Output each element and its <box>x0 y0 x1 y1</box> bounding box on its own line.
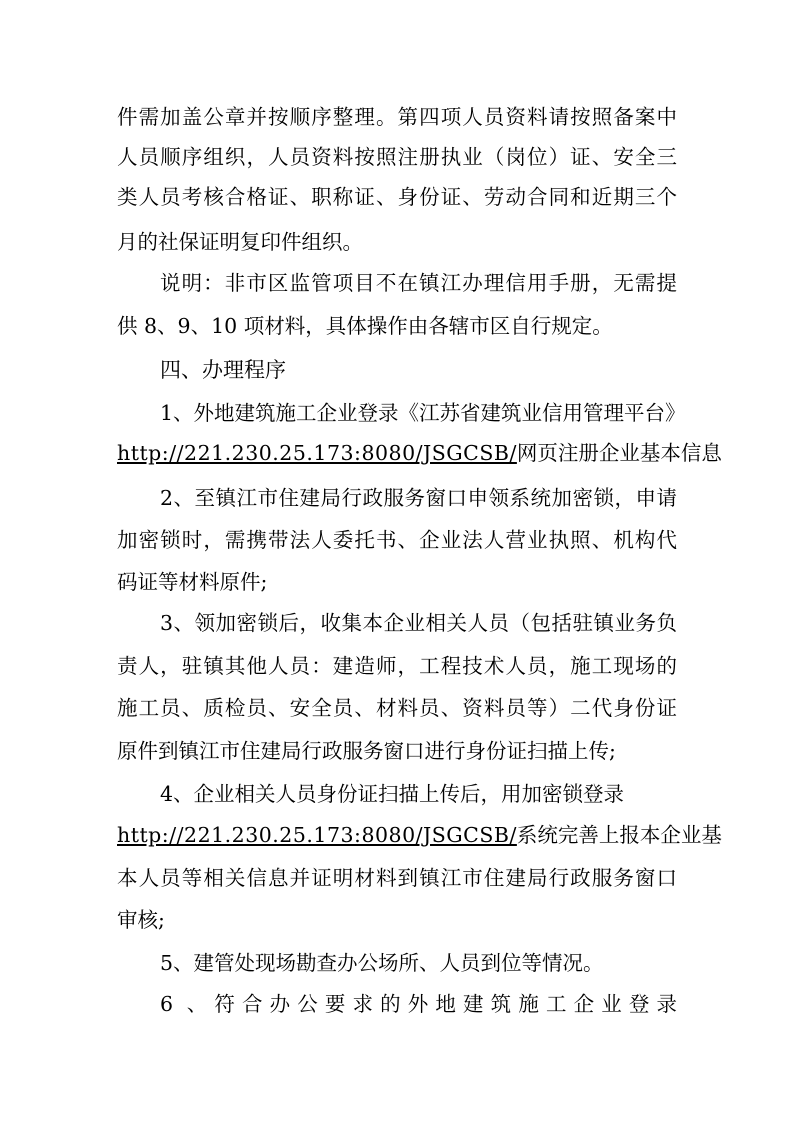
step-line: 4、企业相关人员身份证扫描上传后，用加密锁登录 <box>160 782 625 806</box>
step-line-with-link <box>117 815 722 855</box>
step-line: 3、领加密锁后，收集本企业相关人员（包括驻镇业务负 <box>160 611 677 635</box>
step-line: 本人员等相关信息并证明材料到镇江市住建局行政服务窗口 <box>117 866 677 890</box>
step-line: 5、建管处现场勘查办公场所、人员到位等情况。 <box>160 951 604 975</box>
step-line: 审核; <box>117 908 165 932</box>
step-line: 6 、符合办公要求的外地建筑施工企业登录 <box>160 992 677 1016</box>
note-line: 供 8、9、10 项材料，具体操作由各辖市区自行规定。 <box>117 314 613 338</box>
step-line: 2、至镇江市住建局行政服务窗口申领系统加密锁，申请 <box>160 486 677 510</box>
paragraph-line: 人员顺序组织，人员资料按照注册执业（岗位）证、安全三 <box>117 145 677 169</box>
step-line-with-link <box>117 433 722 473</box>
paragraph-line: 类人员考核合格证、职称证、身份证、劳动合同和近期三个 <box>117 185 677 209</box>
step-line: 1、外地建筑施工企业登录《江苏省建筑业信用管理平台》 <box>160 401 686 425</box>
step-line: 施工员、质检员、安全员、材料员、资料员等）二代身份证 <box>117 696 677 720</box>
link-trailing-text: 网页注册企业基本信息 <box>516 441 722 465</box>
step-line: 责人，驻镇其他人员：建造师，工程技术人员，施工现场的 <box>117 654 677 678</box>
platform-url-link[interactable]: http://221.230.25.173:8080/JSGCSB/ <box>117 823 517 847</box>
note-line: 说明：非市区监管项目不在镇江办理信用手册，无需提 <box>160 271 677 295</box>
step-line: 原件到镇江市住建局行政服务窗口进行身份证扫描上传; <box>117 739 616 763</box>
step-line: 码证等材料原件; <box>117 570 268 594</box>
paragraph-line: 月的社保证明复印件组织。 <box>117 230 363 254</box>
link-trailing-text: 系统完善上报本企业基 <box>516 823 722 847</box>
step-line: 加密锁时，需携带法人委托书、企业法人营业执照、机构代 <box>117 528 677 552</box>
paragraph-line: 件需加盖公章并按顺序整理。第四项人员资料请按照备案中 <box>117 105 677 129</box>
platform-url-link[interactable]: http://221.230.25.173:8080/JSGCSB/ <box>117 441 517 465</box>
section-heading: 四、办理程序 <box>160 358 286 382</box>
